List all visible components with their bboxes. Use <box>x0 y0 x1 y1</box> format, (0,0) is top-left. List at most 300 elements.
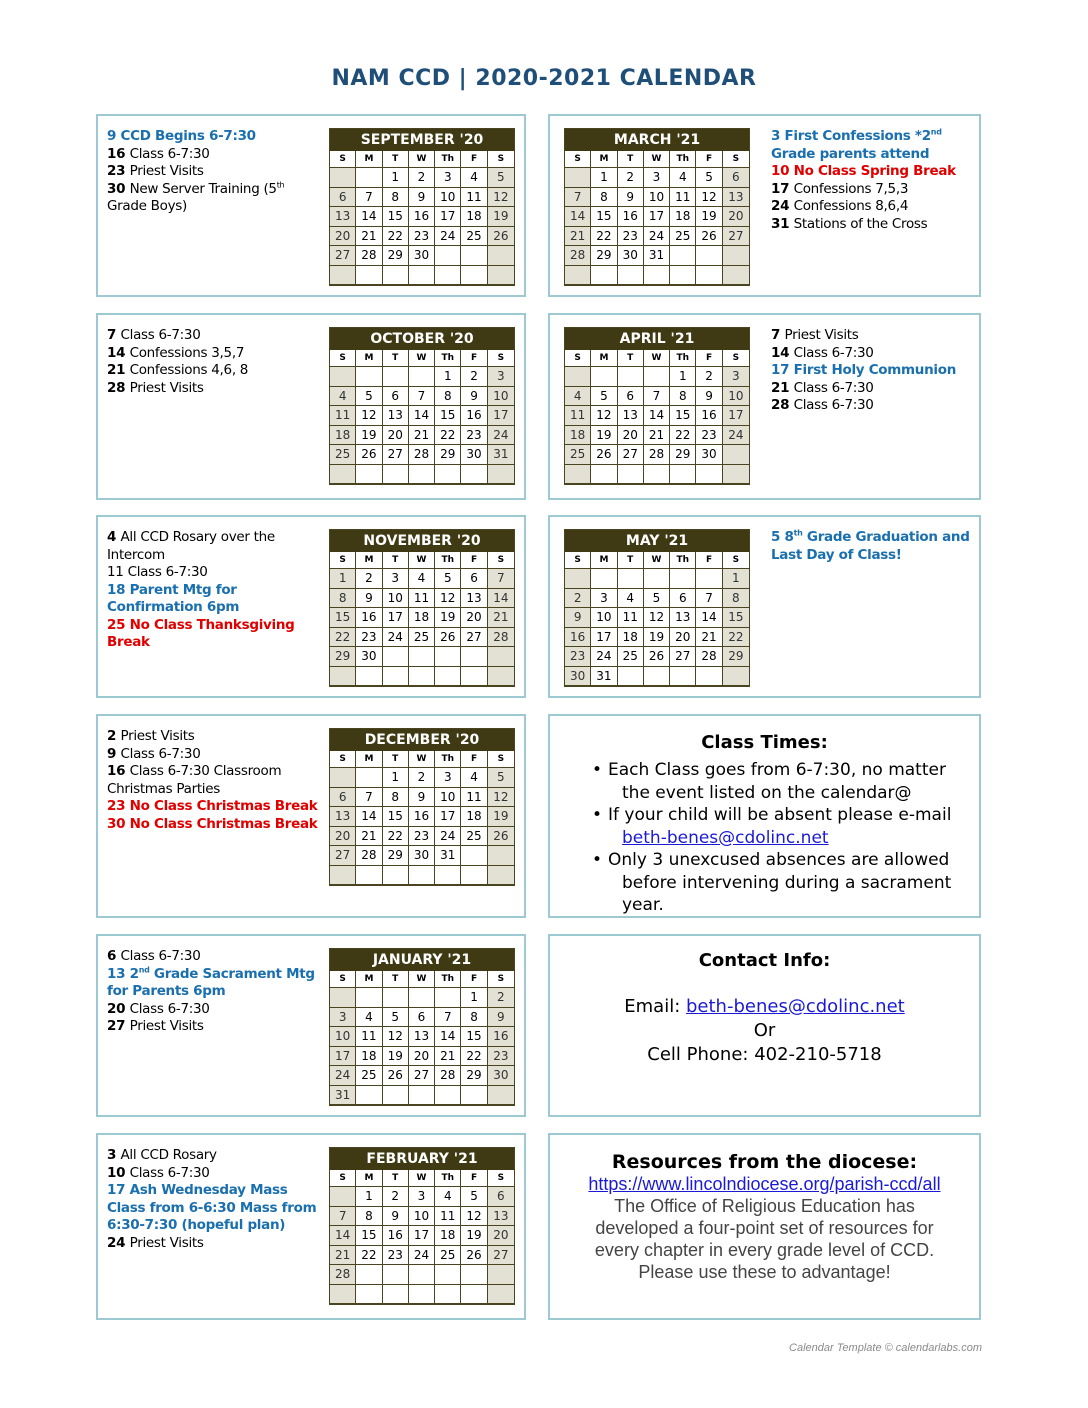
event-item: 27 Priest Visits <box>107 1018 204 1034</box>
calendar-day-cell: 6 <box>488 1187 514 1207</box>
calendar-day-cell: 27 <box>723 227 749 247</box>
day-of-week-label: S <box>330 151 356 168</box>
day-of-week-label: S <box>488 751 514 768</box>
class-times-text: Each Class goes from 6-7:30, no matter <box>608 760 946 780</box>
calendar-day-cell <box>591 266 617 286</box>
calendar-day-cell: 5 <box>696 168 722 188</box>
event-item: 17 Confessions 7,5,3 <box>771 180 909 197</box>
calendar-day-cell: 18 <box>435 1226 461 1246</box>
day-of-week-label: Th <box>435 350 461 367</box>
calendar-day-cell <box>488 866 514 886</box>
calendar-day-cell: 2 <box>565 589 591 609</box>
calendar-day-cell: 4 <box>409 569 435 589</box>
events-list <box>107 948 319 1036</box>
calendar-day-cell: 24 <box>435 827 461 847</box>
calendar-day-cell: 9 <box>409 188 435 208</box>
calendar-day-cell: 14 <box>696 608 722 628</box>
month-card-dec <box>96 714 526 918</box>
calendar-day-cell: 12 <box>461 1207 487 1227</box>
calendar-day-cell: 25 <box>435 1246 461 1266</box>
calendar-day-cell: 29 <box>383 246 409 266</box>
calendar-day-cell: 12 <box>644 608 670 628</box>
calendar-day-cell: 8 <box>435 387 461 407</box>
calendar-day-cell: 14 <box>409 406 435 426</box>
day-of-week-label: W <box>644 552 670 569</box>
calendar-day-cell <box>644 367 670 387</box>
calendar-day-cell: 26 <box>591 445 617 465</box>
calendar-day-cell: 25 <box>565 445 591 465</box>
day-of-week-label: S <box>565 552 591 569</box>
calendar-day-cell <box>461 647 487 667</box>
resources-card <box>548 1133 981 1320</box>
calendar-day-cell: 27 <box>488 1246 514 1266</box>
calendar-day-cell <box>383 647 409 667</box>
calendar-day-cell: 24 <box>383 628 409 648</box>
page-title: NAM CCD | 2020-2021 CALENDAR <box>331 66 757 91</box>
calendar-day-cell <box>565 569 591 589</box>
calendar-day-cell: 12 <box>383 1027 409 1047</box>
calendar-day-cell <box>565 367 591 387</box>
calendar-day-cell: 12 <box>356 406 382 426</box>
calendar-day-cell: 28 <box>565 246 591 266</box>
calendar-day-cell: 19 <box>488 207 514 227</box>
calendar-day-cell: 30 <box>409 846 435 866</box>
calendar-day-cell: 23 <box>383 1246 409 1266</box>
day-of-week-label: M <box>591 151 617 168</box>
calendar-day-cell <box>723 445 749 465</box>
day-of-week-label: S <box>565 151 591 168</box>
calendar-day-cell: 15 <box>461 1027 487 1047</box>
calendar-dec <box>329 728 515 886</box>
calendar-day-cell <box>670 246 696 266</box>
calendar-day-cell <box>409 266 435 286</box>
calendar-day-cell: 29 <box>330 647 356 667</box>
day-of-week-label: M <box>356 151 382 168</box>
calendar-day-cell: 11 <box>461 788 487 808</box>
calendar-day-cell: 4 <box>565 387 591 407</box>
calendar-day-cell <box>383 1086 409 1106</box>
calendar-day-cell: 25 <box>330 445 356 465</box>
day-of-week-label: S <box>565 350 591 367</box>
calendar-day-cell: 11 <box>356 1027 382 1047</box>
calendar-day-cell: 4 <box>618 589 644 609</box>
calendar-day-cell: 28 <box>330 1265 356 1285</box>
email-link[interactable]: beth-benes@cdolinc.net <box>622 827 829 848</box>
calendar-month-name: FEBRUARY '21 <box>330 1148 514 1170</box>
calendar-oct <box>329 327 515 485</box>
calendar-day-cell <box>330 367 356 387</box>
calendar-day-cell <box>409 667 435 687</box>
calendar-day-cell <box>565 168 591 188</box>
calendar-day-cell: 7 <box>435 1008 461 1028</box>
calendar-day-cell: 9 <box>696 387 722 407</box>
resources-line: every chapter in every grade level of CCD. <box>594 1240 935 1260</box>
calendar-day-cell: 15 <box>356 1226 382 1246</box>
event-item: 5 8th Grade Graduation and Last Day of Class! <box>771 528 970 563</box>
day-of-week-label: W <box>409 151 435 168</box>
event-item: 24 Priest Visits <box>107 1234 204 1251</box>
calendar-grid <box>565 151 749 285</box>
class-times-text: If your child will be absent please e-mail <box>608 805 952 825</box>
calendar-day-cell: 6 <box>723 168 749 188</box>
calendar-day-cell <box>670 266 696 286</box>
calendar-day-cell: 17 <box>488 406 514 426</box>
calendar-day-cell <box>409 1086 435 1106</box>
day-of-week-label: W <box>409 751 435 768</box>
calendar-day-cell: 26 <box>644 647 670 667</box>
calendar-day-cell <box>488 246 514 266</box>
calendar-day-cell: 22 <box>435 426 461 446</box>
calendar-day-cell: 9 <box>565 608 591 628</box>
calendar-day-cell: 13 <box>383 406 409 426</box>
month-card-sep <box>96 114 526 297</box>
calendar-day-cell <box>409 1285 435 1305</box>
calendar-day-cell: 22 <box>383 227 409 247</box>
event-item: 25 No Class Thanksgiving Break <box>107 616 295 650</box>
calendar-day-cell: 19 <box>461 1226 487 1246</box>
day-of-week-label: F <box>696 350 722 367</box>
resources-title: Resources from the diocese: <box>611 1151 918 1173</box>
day-of-week-label: W <box>409 552 435 569</box>
calendar-day-cell: 6 <box>383 387 409 407</box>
events-list <box>107 529 319 652</box>
calendar-day-cell <box>488 1285 514 1305</box>
calendar-day-cell: 23 <box>618 227 644 247</box>
calendar-day-cell <box>644 569 670 589</box>
day-of-week-label: M <box>591 552 617 569</box>
calendar-day-cell: 15 <box>383 807 409 827</box>
calendar-day-cell: 5 <box>435 569 461 589</box>
calendar-nov <box>329 529 515 687</box>
calendar-day-cell: 28 <box>696 647 722 667</box>
calendar-grid <box>330 350 514 484</box>
calendar-day-cell: 9 <box>409 788 435 808</box>
calendar-day-cell <box>330 266 356 286</box>
calendar-day-cell: 4 <box>461 168 487 188</box>
calendar-day-cell <box>409 866 435 886</box>
calendar-day-cell: 15 <box>435 406 461 426</box>
calendar-day-cell <box>723 667 749 687</box>
calendar-day-cell <box>618 569 644 589</box>
footer-credit: Calendar Template © calendarlabs.com <box>789 1342 982 1354</box>
calendar-day-cell: 16 <box>565 628 591 648</box>
calendar-day-cell: 5 <box>383 1008 409 1028</box>
day-of-week-label: T <box>383 751 409 768</box>
calendar-day-cell: 10 <box>409 1207 435 1227</box>
calendar-day-cell: 30 <box>565 667 591 687</box>
calendar-day-cell: 23 <box>461 426 487 446</box>
calendar-day-cell: 23 <box>696 426 722 446</box>
calendar-day-cell: 15 <box>670 406 696 426</box>
calendar-day-cell: 3 <box>723 367 749 387</box>
calendar-day-cell: 4 <box>356 1008 382 1028</box>
class-times-item <box>592 804 979 849</box>
calendar-day-cell <box>435 1086 461 1106</box>
calendar-day-cell: 10 <box>488 387 514 407</box>
calendar-day-cell: 26 <box>435 628 461 648</box>
calendar-day-cell <box>461 465 487 485</box>
calendar-day-cell: 7 <box>565 188 591 208</box>
calendar-day-cell: 22 <box>670 426 696 446</box>
calendar-day-cell: 7 <box>488 569 514 589</box>
class-times-text: before intervening during a sacrament <box>622 872 952 893</box>
events-list <box>107 128 319 216</box>
day-of-week-label: Th <box>670 552 696 569</box>
calendar-day-cell: 12 <box>591 406 617 426</box>
day-of-week-label: W <box>409 971 435 988</box>
calendar-day-cell <box>591 367 617 387</box>
calendar-day-cell: 27 <box>670 647 696 667</box>
calendar-day-cell: 16 <box>409 207 435 227</box>
calendar-day-cell: 30 <box>461 445 487 465</box>
calendar-day-cell: 13 <box>409 1027 435 1047</box>
calendar-day-cell: 17 <box>409 1226 435 1246</box>
calendar-day-cell: 9 <box>356 589 382 609</box>
calendar-day-cell <box>618 266 644 286</box>
day-of-week-label: F <box>461 151 487 168</box>
calendar-day-cell <box>435 647 461 667</box>
calendar-day-cell: 21 <box>435 1047 461 1067</box>
event-item: 3 First Confessions *2nd Grade parents attend <box>771 127 942 162</box>
calendar-day-cell: 18 <box>409 608 435 628</box>
calendar-day-cell <box>383 667 409 687</box>
event-item: 7 Priest Visits <box>771 327 859 343</box>
calendar-day-cell <box>383 266 409 286</box>
calendar-day-cell <box>383 988 409 1008</box>
calendar-day-cell: 11 <box>461 188 487 208</box>
day-of-week-label: M <box>356 350 382 367</box>
calendar-day-cell: 3 <box>591 589 617 609</box>
calendar-day-cell: 22 <box>461 1047 487 1067</box>
calendar-day-cell: 24 <box>644 227 670 247</box>
calendar-day-cell <box>435 246 461 266</box>
calendar-day-cell: 1 <box>670 367 696 387</box>
event-item: 14 Confessions 3,5,7 <box>107 344 245 361</box>
calendar-day-cell: 1 <box>383 168 409 188</box>
calendar-day-cell: 8 <box>670 387 696 407</box>
calendar-day-cell: 3 <box>383 569 409 589</box>
events-list <box>771 327 976 415</box>
calendar-day-cell: 20 <box>670 628 696 648</box>
calendar-day-cell <box>356 168 382 188</box>
calendar-day-cell: 25 <box>618 647 644 667</box>
calendar-month-name: APRIL '21 <box>565 328 749 350</box>
class-times-card <box>548 714 981 918</box>
calendar-day-cell: 19 <box>488 807 514 827</box>
calendar-day-cell: 26 <box>461 1246 487 1266</box>
day-of-week-label: Th <box>435 971 461 988</box>
day-of-week-label: T <box>618 151 644 168</box>
calendar-day-cell <box>330 1285 356 1305</box>
calendar-day-cell: 27 <box>618 445 644 465</box>
resources-line: The Office of Religious Education has <box>614 1196 915 1216</box>
or-text: Or <box>753 1020 776 1041</box>
calendar-day-cell: 11 <box>330 406 356 426</box>
calendar-day-cell: 2 <box>356 569 382 589</box>
class-times-title: Class Times: <box>701 732 828 753</box>
calendar-day-cell: 1 <box>383 768 409 788</box>
calendar-day-cell: 2 <box>409 168 435 188</box>
calendar-day-cell: 17 <box>591 628 617 648</box>
calendar-day-cell: 6 <box>670 589 696 609</box>
day-of-week-label: W <box>644 151 670 168</box>
calendar-day-cell <box>383 367 409 387</box>
day-of-week-label: S <box>488 350 514 367</box>
day-of-week-label: S <box>330 971 356 988</box>
day-of-week-label: S <box>488 971 514 988</box>
day-of-week-label: F <box>461 971 487 988</box>
calendar-grid <box>565 552 749 686</box>
event-item: 7 Class 6-7:30 <box>107 327 201 343</box>
calendar-day-cell: 9 <box>461 387 487 407</box>
calendar-day-cell <box>461 846 487 866</box>
calendar-day-cell: 3 <box>435 768 461 788</box>
calendar-day-cell: 28 <box>488 628 514 648</box>
calendar-day-cell <box>488 1086 514 1106</box>
day-of-week-label: Th <box>435 151 461 168</box>
calendar-day-cell <box>409 988 435 1008</box>
calendar-day-cell <box>461 246 487 266</box>
calendar-day-cell: 16 <box>409 807 435 827</box>
calendar-day-cell <box>435 988 461 1008</box>
calendar-day-cell: 20 <box>330 227 356 247</box>
contact-title: Contact Info: <box>698 950 831 971</box>
calendar-day-cell <box>488 266 514 286</box>
calendar-day-cell: 17 <box>435 807 461 827</box>
calendar-day-cell: 21 <box>565 227 591 247</box>
calendar-day-cell: 21 <box>696 628 722 648</box>
calendar-day-cell: 13 <box>330 207 356 227</box>
calendar-day-cell <box>435 266 461 286</box>
calendar-day-cell: 16 <box>356 608 382 628</box>
day-of-week-label: S <box>330 350 356 367</box>
day-of-week-label: T <box>383 151 409 168</box>
calendar-day-cell <box>461 866 487 886</box>
calendar-day-cell: 18 <box>461 207 487 227</box>
calendar-day-cell: 24 <box>723 426 749 446</box>
contact-email-link[interactable]: beth-benes@cdolinc.net <box>686 996 905 1017</box>
calendar-day-cell <box>696 266 722 286</box>
calendar-day-cell: 3 <box>330 1008 356 1028</box>
calendar-day-cell <box>435 866 461 886</box>
calendar-day-cell: 24 <box>330 1066 356 1086</box>
day-of-week-label: S <box>723 350 749 367</box>
calendar-day-cell: 13 <box>723 188 749 208</box>
resources-body <box>550 1195 979 1283</box>
calendar-day-cell: 10 <box>723 387 749 407</box>
calendar-day-cell <box>409 1265 435 1285</box>
calendar-day-cell <box>723 246 749 266</box>
calendar-month-name: NOVEMBER '20 <box>330 530 514 552</box>
calendar-day-cell: 4 <box>461 768 487 788</box>
day-of-week-label: S <box>488 1170 514 1187</box>
calendar-day-cell <box>330 465 356 485</box>
calendar-day-cell: 1 <box>591 168 617 188</box>
calendar-day-cell: 19 <box>591 426 617 446</box>
calendar-day-cell: 11 <box>435 1207 461 1227</box>
calendar-day-cell <box>488 465 514 485</box>
calendar-month-name: SEPTEMBER '20 <box>330 129 514 151</box>
calendar-day-cell: 21 <box>409 426 435 446</box>
calendar-day-cell: 25 <box>670 227 696 247</box>
calendar-day-cell: 1 <box>723 569 749 589</box>
calendar-day-cell: 16 <box>461 406 487 426</box>
calendar-day-cell <box>488 667 514 687</box>
calendar-day-cell: 16 <box>618 207 644 227</box>
calendar-day-cell <box>356 667 382 687</box>
day-of-week-label: S <box>488 151 514 168</box>
calendar-day-cell: 29 <box>461 1066 487 1086</box>
calendar-day-cell: 14 <box>356 807 382 827</box>
calendar-day-cell <box>330 866 356 886</box>
calendar-day-cell: 14 <box>435 1027 461 1047</box>
calendar-day-cell: 5 <box>644 589 670 609</box>
calendar-day-cell <box>383 1265 409 1285</box>
calendar-day-cell <box>356 1265 382 1285</box>
calendar-day-cell: 21 <box>356 227 382 247</box>
day-of-week-label: S <box>330 552 356 569</box>
day-of-week-label: F <box>461 1170 487 1187</box>
calendar-day-cell: 31 <box>591 667 617 687</box>
calendar-day-cell: 6 <box>330 788 356 808</box>
calendar-day-cell: 26 <box>383 1066 409 1086</box>
calendar-day-cell <box>435 667 461 687</box>
calendar-day-cell <box>461 667 487 687</box>
calendar-day-cell: 23 <box>488 1047 514 1067</box>
calendar-day-cell: 30 <box>488 1066 514 1086</box>
calendar-day-cell: 21 <box>488 608 514 628</box>
contact-body <box>550 995 979 1067</box>
calendar-day-cell: 12 <box>488 788 514 808</box>
resources-link[interactable]: https://www.lincolndiocese.org/parish-ccd/all <box>588 1174 941 1194</box>
calendar-day-cell: 5 <box>591 387 617 407</box>
calendar-month-name: MAY '21 <box>565 530 749 552</box>
calendar-day-cell <box>409 465 435 485</box>
calendar-day-cell: 14 <box>330 1226 356 1246</box>
calendar-day-cell: 15 <box>383 207 409 227</box>
calendar-day-cell <box>330 1187 356 1207</box>
calendar-day-cell: 20 <box>330 827 356 847</box>
event-item: 16 Class 6-7:30 <box>107 145 210 162</box>
calendar-day-cell: 20 <box>461 608 487 628</box>
day-of-week-label: M <box>356 1170 382 1187</box>
calendar-day-cell: 10 <box>330 1027 356 1047</box>
calendar-day-cell: 21 <box>356 827 382 847</box>
calendar-month-name: JANUARY '21 <box>330 949 514 971</box>
calendar-day-cell: 8 <box>383 788 409 808</box>
calendar-day-cell <box>356 988 382 1008</box>
calendar-day-cell <box>461 266 487 286</box>
calendar-day-cell <box>591 465 617 485</box>
calendar-day-cell <box>696 569 722 589</box>
calendar-day-cell: 7 <box>696 589 722 609</box>
calendar-day-cell: 12 <box>488 188 514 208</box>
calendar-day-cell <box>461 1265 487 1285</box>
calendar-day-cell: 3 <box>435 168 461 188</box>
calendar-day-cell: 31 <box>488 445 514 465</box>
contact-card <box>548 934 981 1117</box>
calendar-day-cell: 31 <box>644 246 670 266</box>
calendar-day-cell <box>330 988 356 1008</box>
calendar-day-cell <box>696 465 722 485</box>
calendar-day-cell: 22 <box>330 628 356 648</box>
calendar-day-cell: 18 <box>330 426 356 446</box>
calendar-day-cell: 19 <box>696 207 722 227</box>
day-of-week-label: F <box>696 151 722 168</box>
calendar-day-cell: 9 <box>618 188 644 208</box>
class-times-text: year. <box>622 895 664 915</box>
class-times-item <box>592 759 979 804</box>
